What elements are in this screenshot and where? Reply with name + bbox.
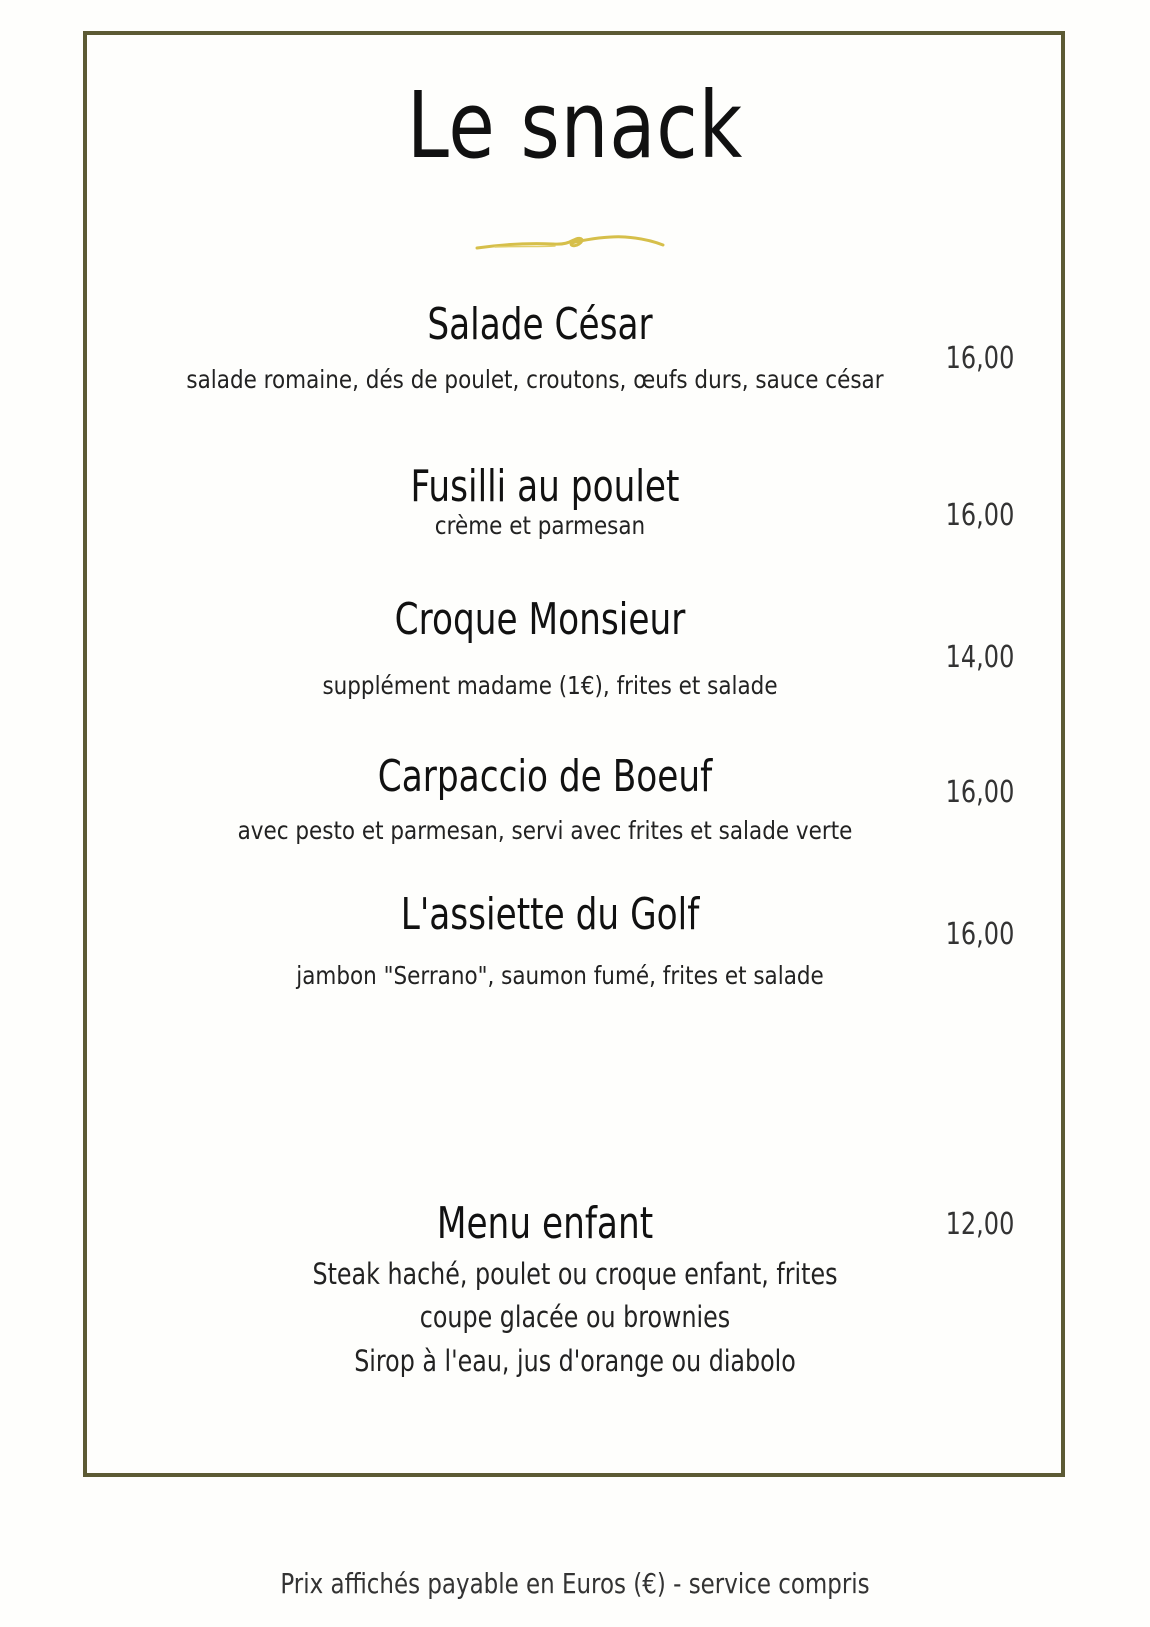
- menu-item-price: 14,00: [945, 640, 1015, 675]
- kids-menu-name: Menu enfant: [436, 1198, 654, 1249]
- menu-item-price: 16,00: [945, 775, 1015, 810]
- menu-item-price: 16,00: [945, 341, 1015, 376]
- menu-item-description: salade romaine, dés de poulet, croutons, œufs durs, sauce césar: [186, 365, 884, 394]
- kids-menu-price: 12,00: [945, 1207, 1015, 1242]
- menu-item-price: 16,00: [945, 498, 1015, 533]
- menu-title: Le snack: [406, 72, 744, 179]
- menu-item-name: Croque Monsieur: [394, 594, 686, 645]
- kids-menu-line: coupe glacée ou brownies: [419, 1300, 731, 1334]
- footer-note: Prix affichés payable en Euros (€) - service compris: [280, 1567, 870, 1600]
- gold-flourish-divider: [475, 230, 665, 260]
- menu-item-name: Fusilli au poulet: [410, 461, 680, 512]
- menu-item-price: 16,00: [945, 917, 1015, 952]
- kids-menu-line: Sirop à l'eau, jus d'orange ou diabolo: [354, 1344, 796, 1378]
- kids-menu-line: Steak haché, poulet ou croque enfant, frites: [312, 1257, 838, 1291]
- menu-item-description: jambon "Serrano", saumon fumé, frites et salade: [296, 961, 824, 990]
- menu-item-description: avec pesto et parmesan, servi avec frites et salade verte: [237, 816, 853, 845]
- menu-item-description: supplément madame (1€), frites et salade: [322, 671, 778, 700]
- menu-item-name: Carpaccio de Boeuf: [377, 751, 713, 802]
- menu-item-name: Salade César: [427, 299, 653, 350]
- menu-item-description: crème et parmesan: [434, 511, 646, 540]
- menu-item-name: L'assiette du Golf: [400, 889, 700, 940]
